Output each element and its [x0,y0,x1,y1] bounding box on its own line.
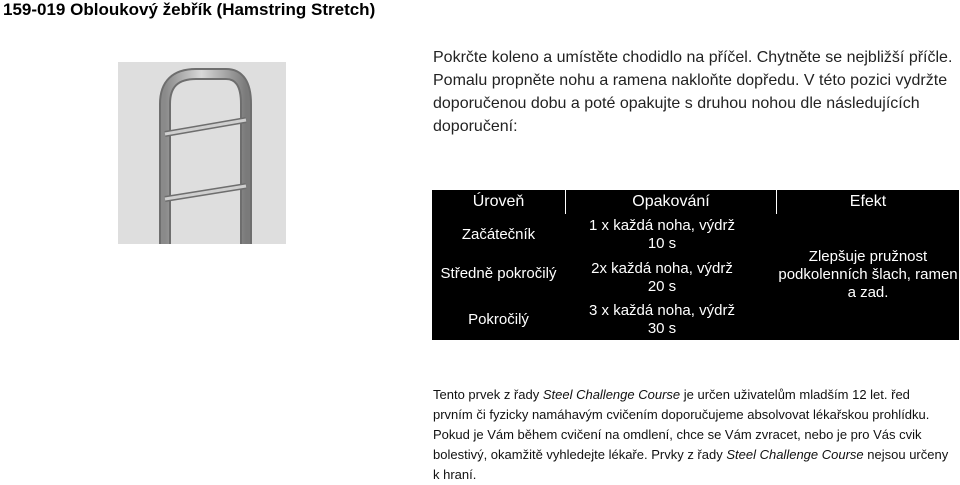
header-effect: Efekt [777,190,960,214]
brand-name: Steel Challenge Course [542,387,681,402]
level-intermediate: Středně pokročilý [440,265,557,282]
reps-intermediate: 2x každá noha, výdrž 20 s [591,260,733,295]
reps-beginner: 1 x každá noha, výdrž 10 s [589,217,735,252]
footer-text-1: Tento prvek z řady [433,387,543,402]
page-title: 159-019 Obloukový žebřík (Hamstring Stretch) [3,0,376,19]
intro-text: Pokrčte koleno a umístěte chodidlo na příčel. Chytněte se nejbližší příčle. Pomalu propněte nohu a ramena nakloňte dopředu. V této pozici vydržte doporučenou dobu a poté opakujte s druhou nohou dle následujících doporučení: [433,49,953,135]
level-advanced: Pokročilý [468,311,529,328]
header-level: Úroveň [432,190,566,214]
level-beginner: Začátečník [461,226,536,243]
arched-ladder-icon [118,62,286,257]
footer-text-2: je určen uživatelům mladším 12 let. řed prvním či fyzicky namáhavým cvičením doporučujeme absolvovat lékařskou prohlídku. Pokud je Vám během cvičení na omdlení, chce se Vám zvracet, nebo je pro Vás cvik bolestivý, okamžitě vyhledejte lékaře. Prvky z řady [433,387,930,462]
brand-name: Steel Challenge Course [726,447,864,462]
header-reps: Opakování [566,190,777,214]
footer-note [433,385,953,485]
reps-advanced: 3 x každá noha, výdrž 30 s [589,302,735,337]
effect-text: Zlepšuje pružnost podkolenních šlach, ramen a zad. [778,248,958,301]
footer-text-3: nejsou určeny k hraní. [433,447,949,482]
recommendation-table [432,190,959,340]
